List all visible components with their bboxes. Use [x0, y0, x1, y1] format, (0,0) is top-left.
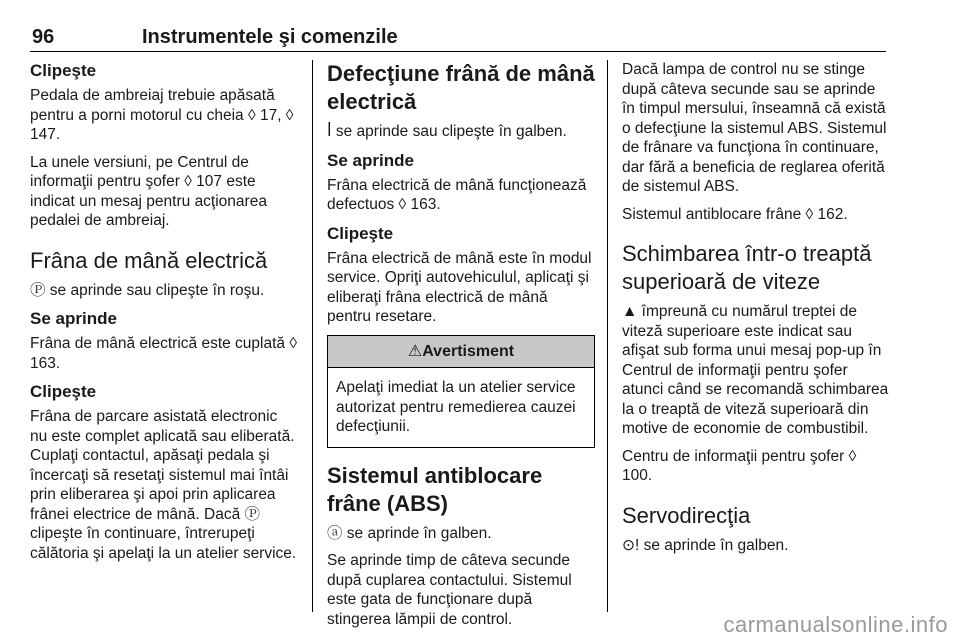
heading-se-aprinde: Se aprinde [30, 309, 117, 328]
paragraph: ▲ împreună cu numărul treptei de viteză superioare este indicat sau afişat sub forma unui mesaj pop-up în Centrul de informaţii pentru şofer atunci când se recomandă schimbarea la o treaptă de viteză superioară din motive de economie de combustibil. [622, 303, 889, 437]
column-divider-2 [607, 60, 608, 612]
warning-title: ⚠Avertisment [328, 336, 594, 369]
paragraph: La unele versiuni, pe Centrul de informaţii pentru şofer ◊ 107 este indicat un mesaj pentru acţionarea pedalei de ambreiaj. [30, 153, 267, 229]
paragraph: Dacă lampa de control nu se stinge după câteva secunde sau se aprinde în timpul mersului, înseamnă că există o defecţiune la sistemul ABS. Sistemul de frânare va funcţiona în continuare, dar fără a beneficia de reglarea oferită de sistemul ABS. [622, 61, 887, 195]
paragraph: Frâna de parcare asistată electronic nu este complet aplicată sau eliberată. Cuplaţi contactul, apăsaţi pedala şi încercaţi să resetaţi sistemul mai întâi prin eliberarea şi apoi prin aplicarea frânei electrice de mână. Dacă Ⓟ clipeşte în continuare, întrerupeţi călătoria şi apelaţi la un atelier service. [30, 408, 297, 562]
warning-box [327, 335, 595, 448]
column-left [30, 60, 298, 571]
warning-text: Apelaţi imediat la un atelier service autorizat pentru remedierea cauzei defecţiunii. [336, 379, 576, 435]
header-rule [30, 51, 886, 52]
column-divider-1 [312, 60, 313, 612]
paragraph: Sistemul antiblocare frâne ◊ 162. [622, 205, 848, 223]
section-heading-abs: Sistemul antiblocare frâne (ABS) [327, 462, 543, 516]
paragraph: Centru de informaţii pentru şofer ◊ 100. [622, 447, 857, 484]
section-heading-schimbare-treapta: Schimbarea într-o treaptă superioară de viteze [622, 241, 872, 294]
page-header [30, 22, 886, 52]
paragraph: Pedala de ambreiaj trebuie apăsată pentru a porni motorul cu cheia ◊ 17, ◊ 147. [30, 87, 294, 143]
heading-se-aprinde: Se aprinde [327, 150, 414, 170]
paragraph: Frâna electrică de mână funcţionează defectuos ◊ 163. [327, 176, 587, 213]
column-right [622, 60, 890, 563]
paragraph: Se aprinde timp de câteva secunde după cuplarea contactului. Sistemul este gata de funcţionare după stingerea lămpii de control. [327, 552, 572, 628]
paragraph: Frâna de mână electrică este cuplată ◊ 163. [30, 335, 297, 372]
paragraph: ꟾ se aprinde sau clipeşte în galben. [327, 123, 567, 140]
column-middle [327, 60, 595, 637]
heading-clipeste: Clipeşte [30, 382, 97, 401]
paragraph: ⓐ se aprinde în galben. [327, 524, 492, 542]
section-heading-frana-mana: Frâna de mână electrică [30, 247, 268, 273]
paragraph: Ⓟ se aprinde sau clipeşte în roşu. [30, 281, 265, 299]
chapter-title: Instrumentele şi comenzile [142, 26, 398, 48]
heading-clipeste: Clipeşte [30, 61, 97, 80]
heading-clipeste: Clipeşte [327, 223, 394, 243]
section-heading-servodirectia: Servodirecţia [622, 502, 751, 528]
paragraph: Frâna electrică de mână este în modul service. Opriţi autovehiculul, aplicaţi şi eliberaţi frâna electrică de mână pentru resetare. [327, 249, 592, 325]
watermark: carmanualsonline.info [723, 612, 948, 637]
page-number: 96 [32, 26, 55, 48]
section-heading-defectiune: Defecţiune frână de mână electrică [327, 61, 595, 114]
paragraph: ⊙! se aprinde în galben. [622, 536, 789, 554]
